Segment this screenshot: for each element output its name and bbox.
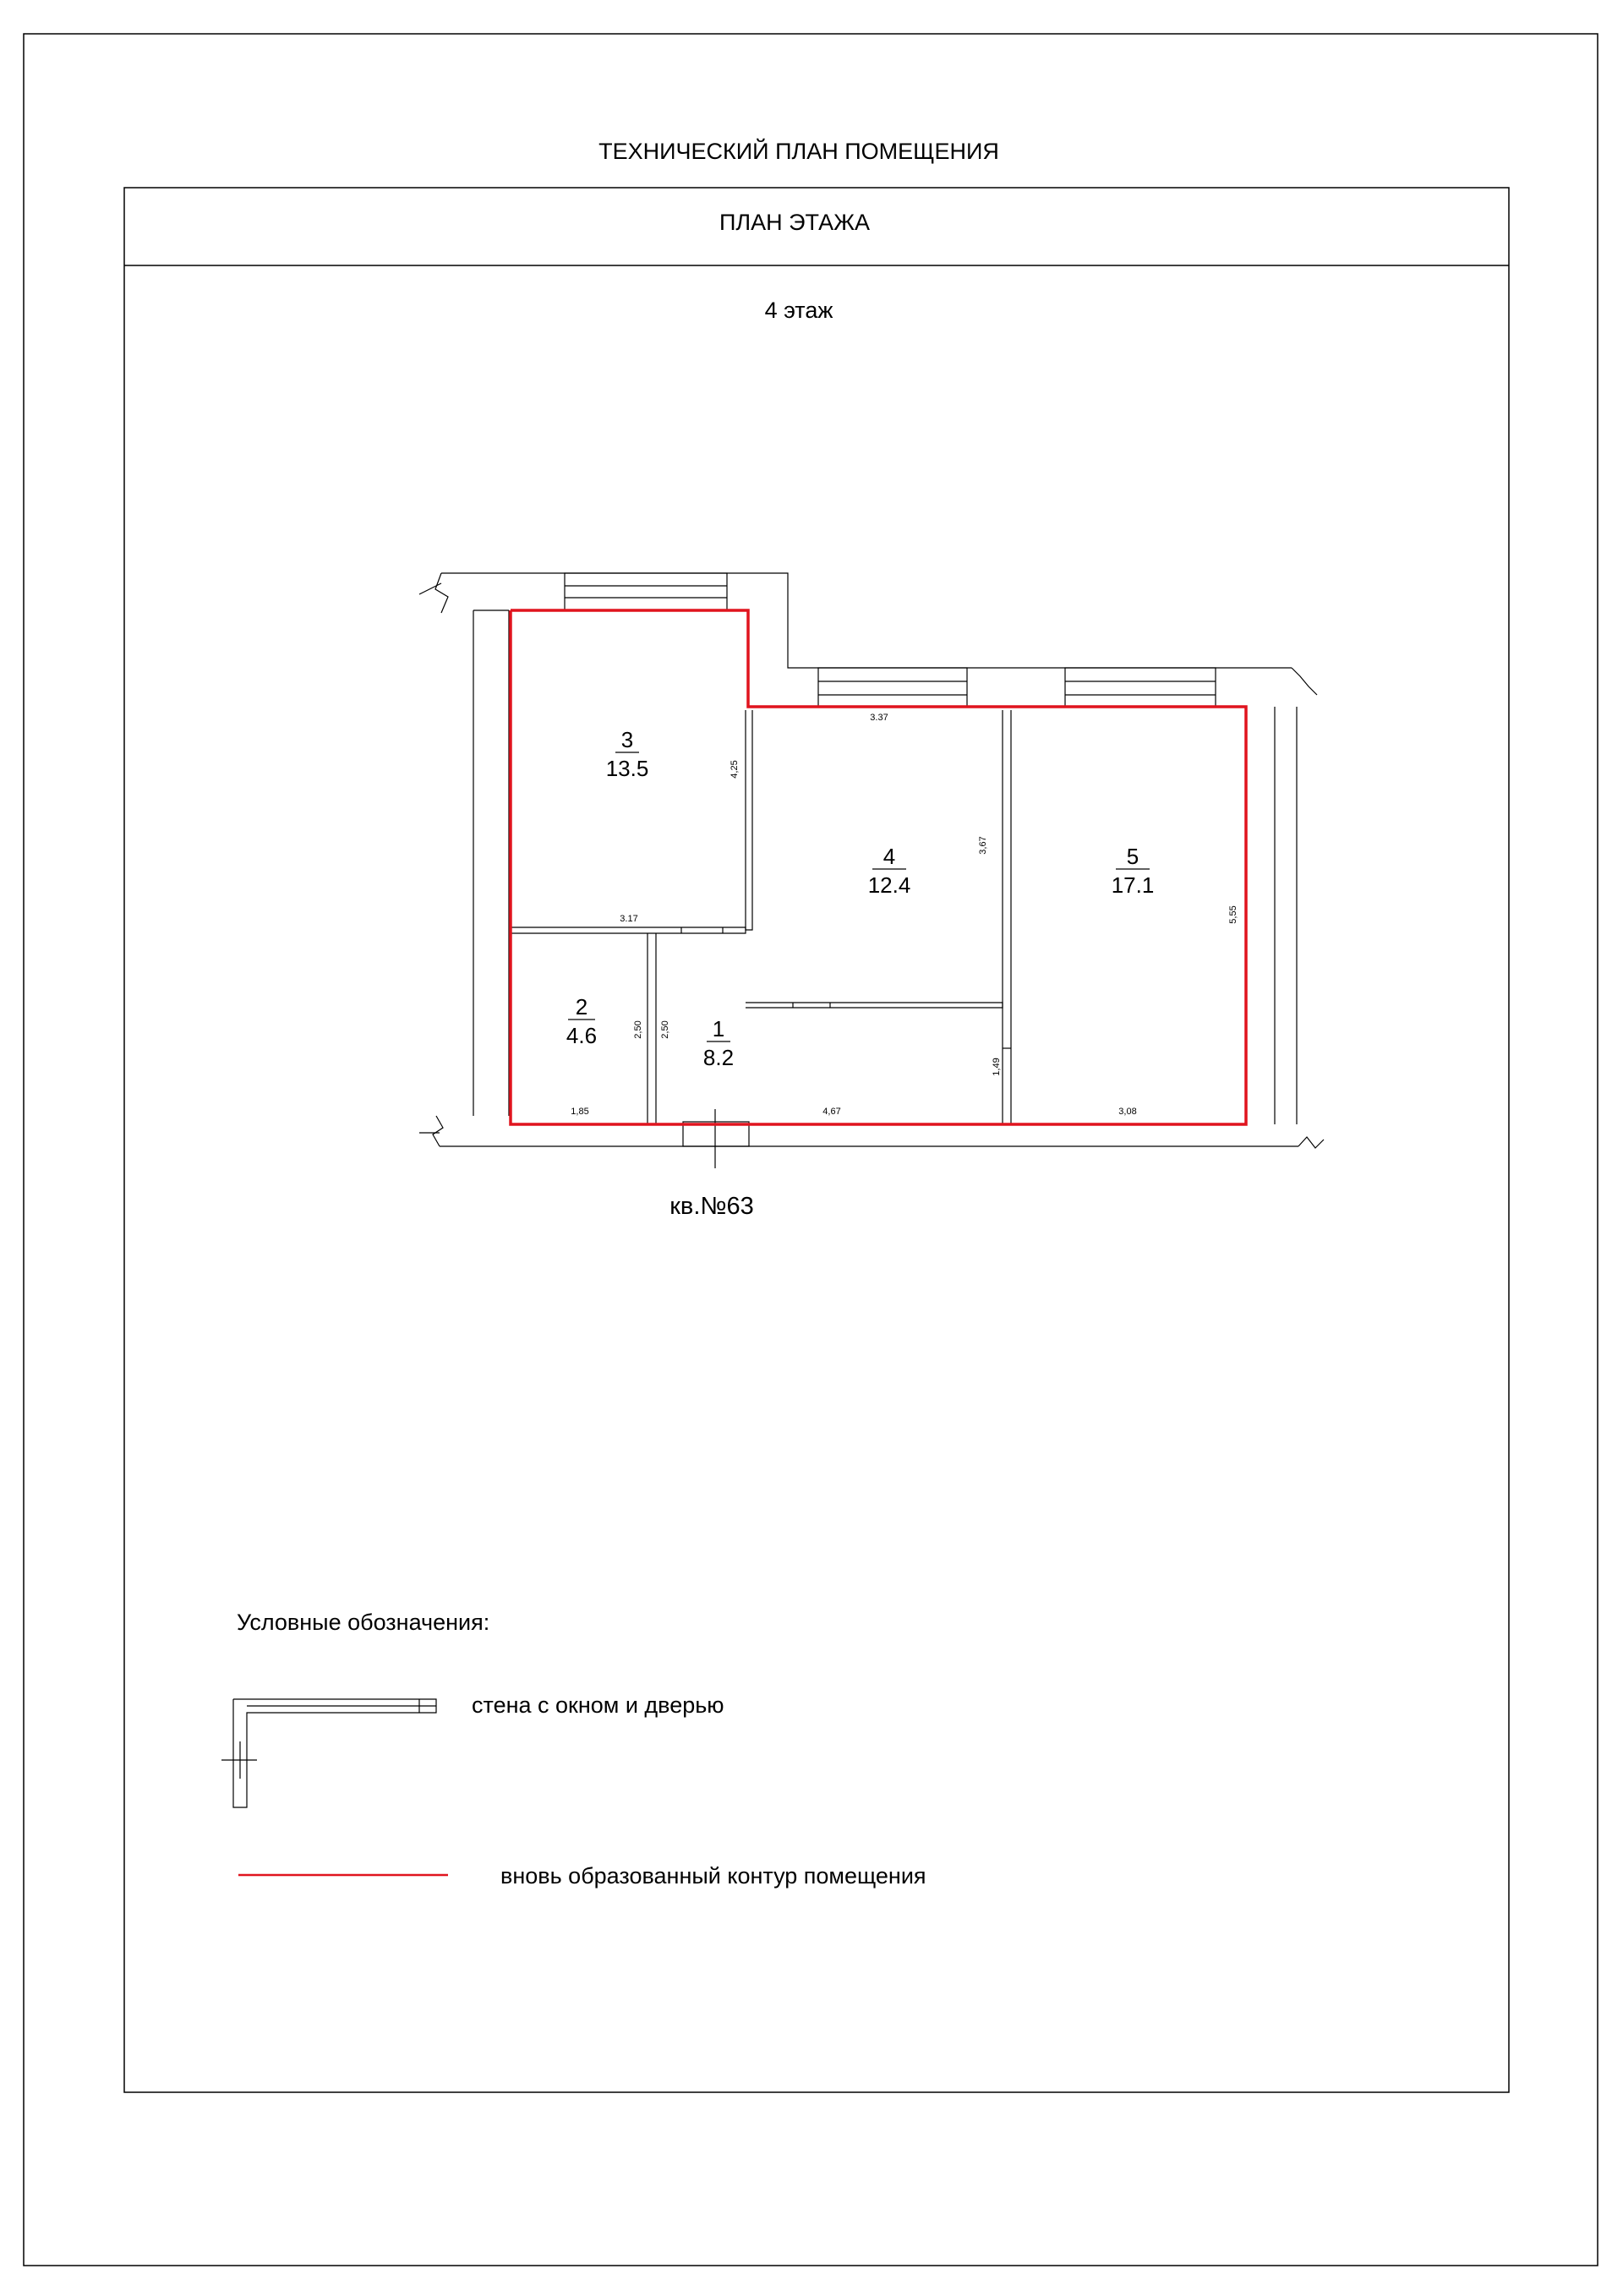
dim-room1-corridor: 1,49	[992, 1058, 1002, 1076]
room-label-3	[606, 727, 649, 781]
room-label-1	[703, 1016, 734, 1070]
section-title: ПЛАН ЭТАЖА	[719, 210, 871, 235]
wall-break-top-left	[419, 583, 441, 594]
window-top-room4	[818, 668, 967, 707]
room-number: 4	[883, 844, 896, 869]
room-label-5	[1112, 844, 1155, 898]
apartment-label: кв.№63	[669, 1193, 754, 1220]
room-number: 5	[1126, 844, 1139, 869]
partition-room3-room4	[746, 710, 752, 930]
room-area: 13.5	[605, 756, 649, 781]
window-top-room5	[1065, 668, 1216, 707]
legend-contour-label: вновь образованный контур помещения	[500, 1863, 926, 1889]
partition-room2-room1	[648, 933, 656, 1124]
dim-room1-width: 4,67	[822, 1107, 841, 1117]
dim-room5-width: 3,08	[1118, 1107, 1137, 1117]
room-number: 2	[575, 994, 588, 1020]
room-area: 4.6	[566, 1023, 598, 1048]
dim-room4-height: 3,67	[978, 836, 988, 855]
dim-room3-height: 4,25	[730, 760, 740, 779]
legend-wall-label: стена с окном и дверью	[472, 1692, 724, 1718]
dim-room3-width: 3.17	[620, 914, 638, 924]
wall-break-top-left-zig	[435, 573, 448, 613]
room-number: 1	[712, 1016, 725, 1041]
room-label-2	[566, 994, 597, 1048]
room-area: 8.2	[702, 1045, 735, 1070]
room-label-4	[868, 844, 911, 898]
partition-room4-room5	[1003, 710, 1011, 1124]
legend-wall-symbol	[221, 1699, 436, 1807]
dim-room4-width: 3.37	[870, 713, 888, 723]
dim-room2-width: 1,85	[571, 1107, 589, 1117]
dim-room5-height: 5,55	[1228, 905, 1238, 924]
partition-room4-bottom	[746, 1003, 1003, 1008]
partition-room3-room1	[509, 927, 746, 933]
legend-heading: Условные обозначения:	[237, 1610, 490, 1635]
room-area: 17.1	[1111, 872, 1155, 898]
floor-label: 4 этаж	[764, 298, 833, 323]
window-top-room3	[565, 573, 727, 610]
room-area: 12.4	[867, 872, 911, 898]
wall-break-top-right-zig	[1292, 668, 1317, 695]
floor-plan	[419, 573, 1324, 1168]
wall-break-bottom-right-zig	[1298, 1137, 1324, 1148]
top-wall-outer-left	[441, 573, 1292, 668]
dim-room1-height: 2,50	[660, 1020, 670, 1039]
outer-frame	[24, 34, 1598, 2266]
document-title: ТЕХНИЧЕСКИЙ ПЛАН ПОМЕЩЕНИЯ	[598, 139, 999, 164]
inner-frame	[124, 188, 1509, 2092]
legend-wall-outline	[233, 1699, 436, 1807]
dim-room2-height: 2,50	[633, 1020, 643, 1039]
room-number: 3	[620, 727, 634, 752]
wall-break-bottom-left-zig	[433, 1116, 443, 1146]
